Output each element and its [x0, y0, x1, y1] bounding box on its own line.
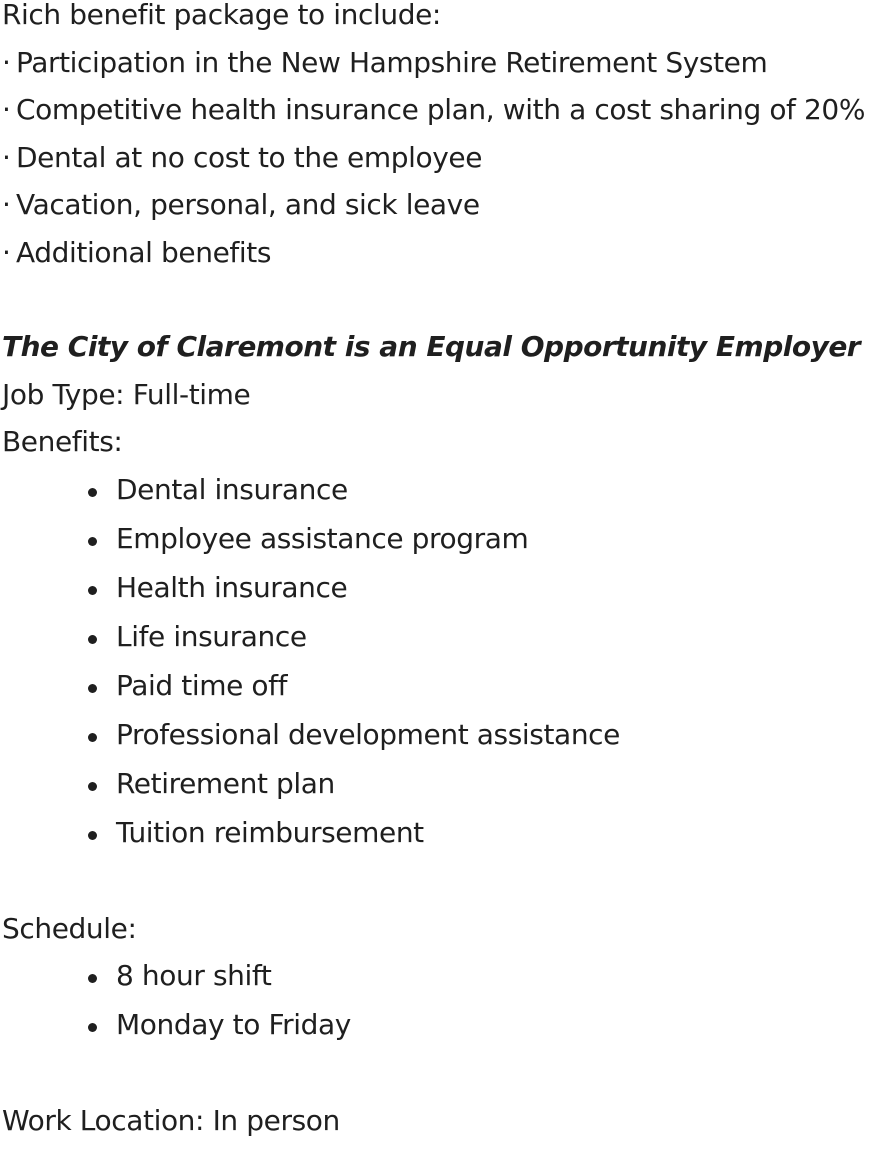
equal-opportunity-statement: The City of Claremont is an Equal Opportunity Employer: [2, 330, 861, 363]
schedule-list: [2, 961, 878, 1059]
benefit-package-item-text: Dental at no cost to the employee: [16, 140, 483, 174]
benefit-item-text: Paid time off: [116, 668, 288, 702]
middle-dot-marker: ·: [2, 140, 11, 174]
benefit-package-item: [2, 95, 878, 143]
bullet-icon: [88, 635, 97, 644]
benefit-package-item: [2, 45, 878, 96]
job-posting-document: [2, 0, 878, 1154]
list-item: [2, 815, 878, 867]
job-type: Job Type: Full-time: [2, 377, 251, 411]
benefit-package-item-text: Vacation, personal, and sick leave: [16, 188, 480, 221]
spacer: [2, 1059, 878, 1106]
benefit-package-list: [2, 45, 878, 286]
middle-dot-marker: ·: [2, 93, 11, 126]
benefit-item-text: Professional development assistance: [116, 717, 620, 751]
list-item: [2, 766, 878, 818]
benefit-item-text: Dental insurance: [116, 472, 348, 506]
schedule-item-text: Monday to Friday: [116, 1008, 351, 1041]
bullet-icon: [88, 684, 97, 693]
schedule-heading: Schedule:: [2, 911, 137, 945]
list-item: [2, 472, 878, 524]
middle-dot-marker: ·: [2, 45, 11, 79]
benefit-item-text: Employee assistance program: [116, 521, 529, 555]
middle-dot-marker: ·: [2, 235, 11, 269]
benefits-heading: Benefits:: [2, 425, 123, 458]
benefit-item-text: Tuition reimbursement: [116, 815, 424, 849]
benefit-package-item: [2, 190, 878, 238]
benefit-item-text: Retirement plan: [116, 766, 335, 800]
bullet-icon: [88, 831, 97, 840]
benefit-package-item-text: Competitive health insurance plan, with a cost sharing of 20%: [16, 93, 866, 126]
bullet-icon: [88, 1023, 97, 1032]
benefit-package-item: [2, 140, 878, 191]
work-location: Work Location: In person: [2, 1104, 340, 1137]
list-item: [2, 717, 878, 769]
benefit-package-item-text: Additional benefits: [16, 235, 272, 269]
schedule-item-text: 8 hour shift: [116, 959, 272, 992]
bullet-icon: [88, 488, 97, 497]
benefit-item-text: Life insurance: [116, 619, 307, 653]
bullet-icon: [88, 733, 97, 742]
middle-dot-marker: ·: [2, 188, 11, 221]
list-item: [2, 961, 878, 1010]
spacer: [2, 867, 878, 914]
benefit-item-text: Health insurance: [116, 570, 348, 604]
list-item: [2, 521, 878, 573]
bullet-icon: [88, 537, 97, 546]
benefits-list: [2, 472, 878, 867]
list-item: [2, 619, 878, 671]
list-item: [2, 668, 878, 720]
benefit-package-item: [2, 235, 878, 286]
bullet-icon: [88, 586, 97, 595]
benefit-package-intro: Rich benefit package to include:: [2, 0, 441, 31]
spacer: [2, 285, 878, 332]
list-item: [2, 570, 878, 622]
bullet-icon: [88, 782, 97, 791]
bullet-icon: [88, 974, 97, 983]
benefit-package-item-text: Participation in the New Hampshire Retirement System: [16, 45, 768, 79]
list-item: [2, 1010, 878, 1059]
